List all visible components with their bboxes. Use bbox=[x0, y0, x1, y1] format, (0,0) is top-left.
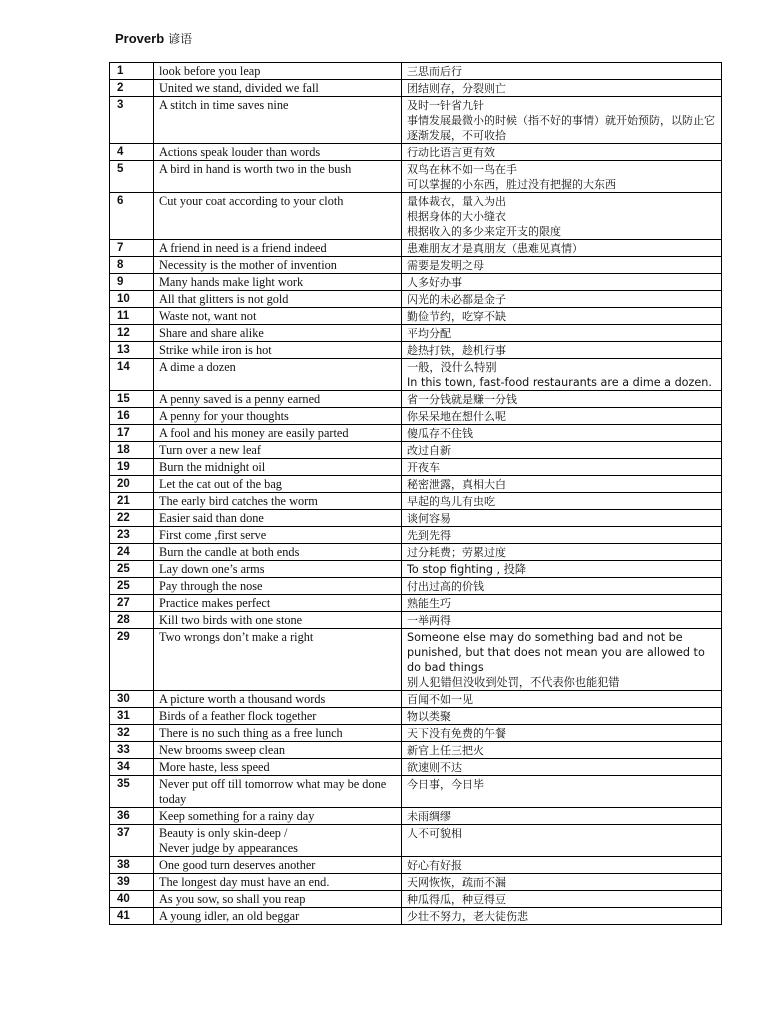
proverb-english: Practice makes perfect bbox=[154, 595, 402, 612]
proverb-chinese: 团结则存，分裂则亡 bbox=[402, 80, 722, 97]
proverb-english: Let the cat out of the bag bbox=[154, 476, 402, 493]
proverb-table-body bbox=[110, 63, 722, 925]
proverb-table bbox=[109, 62, 722, 925]
proverb-chinese: 少壮不努力，老大徒伤悲 bbox=[402, 908, 722, 925]
row-number: 28 bbox=[110, 612, 154, 629]
table-row bbox=[110, 891, 722, 908]
proverb-english: Turn over a new leaf bbox=[154, 442, 402, 459]
row-number: 27 bbox=[110, 595, 154, 612]
table-row bbox=[110, 274, 722, 291]
proverb-chinese: 付出过高的价钱 bbox=[402, 578, 722, 595]
row-number: 30 bbox=[110, 691, 154, 708]
table-row bbox=[110, 908, 722, 925]
row-number: 2 bbox=[110, 80, 154, 97]
table-row bbox=[110, 776, 722, 808]
proverb-english: Pay through the nose bbox=[154, 578, 402, 595]
proverb-english: All that glitters is not gold bbox=[154, 291, 402, 308]
table-row bbox=[110, 708, 722, 725]
proverb-english: look before you leap bbox=[154, 63, 402, 80]
proverb-chinese: 先到先得 bbox=[402, 527, 722, 544]
proverb-english: A friend in need is a friend indeed bbox=[154, 240, 402, 257]
row-number: 14 bbox=[110, 359, 154, 391]
table-row bbox=[110, 612, 722, 629]
table-row bbox=[110, 291, 722, 308]
proverb-english: Lay down one’s arms bbox=[154, 561, 402, 578]
proverb-english: The longest day must have an end. bbox=[154, 874, 402, 891]
row-number: 8 bbox=[110, 257, 154, 274]
proverb-english: The early bird catches the worm bbox=[154, 493, 402, 510]
table-row bbox=[110, 759, 722, 776]
proverb-chinese: 需要是发明之母 bbox=[402, 257, 722, 274]
row-number: 25 bbox=[110, 578, 154, 595]
row-number: 17 bbox=[110, 425, 154, 442]
table-row bbox=[110, 493, 722, 510]
proverb-english: There is no such thing as a free lunch bbox=[154, 725, 402, 742]
table-row bbox=[110, 595, 722, 612]
table-row bbox=[110, 80, 722, 97]
proverb-english: Waste not, want not bbox=[154, 308, 402, 325]
row-number: 32 bbox=[110, 725, 154, 742]
proverb-english: Two wrongs don’t make a right bbox=[154, 629, 402, 691]
table-row bbox=[110, 857, 722, 874]
table-row bbox=[110, 510, 722, 527]
proverb-english: Many hands make light work bbox=[154, 274, 402, 291]
row-number: 18 bbox=[110, 442, 154, 459]
row-number: 6 bbox=[110, 193, 154, 240]
row-number: 4 bbox=[110, 144, 154, 161]
row-number: 23 bbox=[110, 527, 154, 544]
table-row bbox=[110, 359, 722, 391]
table-row bbox=[110, 578, 722, 595]
proverb-english: Actions speak louder than words bbox=[154, 144, 402, 161]
proverb-chinese: 勤俭节约，吃穿不缺 bbox=[402, 308, 722, 325]
table-row bbox=[110, 725, 722, 742]
row-number: 10 bbox=[110, 291, 154, 308]
row-number: 20 bbox=[110, 476, 154, 493]
row-number: 25 bbox=[110, 561, 154, 578]
row-number: 15 bbox=[110, 391, 154, 408]
table-row bbox=[110, 629, 722, 691]
proverb-english: A penny saved is a penny earned bbox=[154, 391, 402, 408]
proverb-english: A stitch in time saves nine bbox=[154, 97, 402, 144]
table-row bbox=[110, 442, 722, 459]
row-number: 16 bbox=[110, 408, 154, 425]
proverb-chinese: To stop fighting , 投降 bbox=[402, 561, 722, 578]
table-row bbox=[110, 425, 722, 442]
proverb-english: First come ,first serve bbox=[154, 527, 402, 544]
proverb-chinese: 早起的鸟儿有虫吃 bbox=[402, 493, 722, 510]
proverb-english: Cut your coat according to your cloth bbox=[154, 193, 402, 240]
proverb-chinese: 好心有好报 bbox=[402, 857, 722, 874]
proverb-chinese: 及时一针省九针 事情发展最微小的时候（指不好的事情）就开始预防，以防止它逐渐发展，不可收拾 bbox=[402, 97, 722, 144]
table-row bbox=[110, 240, 722, 257]
proverb-chinese: 欲速则不达 bbox=[402, 759, 722, 776]
table-row bbox=[110, 476, 722, 493]
proverb-chinese: 未雨绸缪 bbox=[402, 808, 722, 825]
proverb-chinese: 人多好办事 bbox=[402, 274, 722, 291]
proverb-english: Birds of a feather flock together bbox=[154, 708, 402, 725]
table-row bbox=[110, 97, 722, 144]
row-number: 34 bbox=[110, 759, 154, 776]
proverb-english: Necessity is the mother of invention bbox=[154, 257, 402, 274]
row-number: 19 bbox=[110, 459, 154, 476]
table-row bbox=[110, 257, 722, 274]
table-row bbox=[110, 391, 722, 408]
row-number: 7 bbox=[110, 240, 154, 257]
proverb-english: Keep something for a rainy day bbox=[154, 808, 402, 825]
row-number: 11 bbox=[110, 308, 154, 325]
proverb-chinese: 患难朋友才是真朋友（患难见真情） bbox=[402, 240, 722, 257]
proverb-english: Easier said than done bbox=[154, 510, 402, 527]
table-row bbox=[110, 691, 722, 708]
proverb-chinese: 今日事，今日毕 bbox=[402, 776, 722, 808]
table-row bbox=[110, 527, 722, 544]
proverb-english: Strike while iron is hot bbox=[154, 342, 402, 359]
proverb-chinese: 闪光的未必都是金子 bbox=[402, 291, 722, 308]
row-number: 29 bbox=[110, 629, 154, 691]
table-row bbox=[110, 808, 722, 825]
row-number: 31 bbox=[110, 708, 154, 725]
table-row bbox=[110, 561, 722, 578]
proverb-english: More haste, less speed bbox=[154, 759, 402, 776]
row-number: 39 bbox=[110, 874, 154, 891]
proverb-chinese: 一般，没什么特别 In this town, fast-food restaurants are a dime a dozen. bbox=[402, 359, 722, 391]
proverb-chinese: 过分耗费；劳累过度 bbox=[402, 544, 722, 561]
row-number: 1 bbox=[110, 63, 154, 80]
proverb-chinese: 种瓜得瓜，种豆得豆 bbox=[402, 891, 722, 908]
proverb-chinese: 双鸟在林不如一鸟在手 可以掌握的小东西，胜过没有把握的大东西 bbox=[402, 161, 722, 193]
proverb-chinese: 开夜车 bbox=[402, 459, 722, 476]
proverb-english: A dime a dozen bbox=[154, 359, 402, 391]
proverb-chinese: 行动比语言更有效 bbox=[402, 144, 722, 161]
proverb-chinese: 量体裁衣，量入为出 根据身体的大小缝衣 根据收入的多少来定开支的限度 bbox=[402, 193, 722, 240]
row-number: 13 bbox=[110, 342, 154, 359]
row-number: 3 bbox=[110, 97, 154, 144]
row-number: 35 bbox=[110, 776, 154, 808]
proverb-english: Beauty is only skin-deep / Never judge by appearances bbox=[154, 825, 402, 857]
proverb-chinese: 天下没有免费的午餐 bbox=[402, 725, 722, 742]
table-row bbox=[110, 544, 722, 561]
proverb-chinese: 人不可貌相 bbox=[402, 825, 722, 857]
title-zh: 谚语 bbox=[168, 32, 193, 46]
table-row bbox=[110, 742, 722, 759]
proverb-chinese: 新官上任三把火 bbox=[402, 742, 722, 759]
proverb-chinese: 省一分钱就是赚一分钱 bbox=[402, 391, 722, 408]
row-number: 33 bbox=[110, 742, 154, 759]
row-number: 9 bbox=[110, 274, 154, 291]
table-row bbox=[110, 308, 722, 325]
proverb-chinese: 改过自新 bbox=[402, 442, 722, 459]
row-number: 24 bbox=[110, 544, 154, 561]
proverb-english: A bird in hand is worth two in the bush bbox=[154, 161, 402, 193]
proverb-chinese: 秘密泄露，真相大白 bbox=[402, 476, 722, 493]
proverb-english: A young idler, an old beggar bbox=[154, 908, 402, 925]
table-row bbox=[110, 825, 722, 857]
proverb-chinese: 天网恢恢，疏而不漏 bbox=[402, 874, 722, 891]
row-number: 5 bbox=[110, 161, 154, 193]
proverb-english: A fool and his money are easily parted bbox=[154, 425, 402, 442]
table-row bbox=[110, 342, 722, 359]
proverb-english: Burn the midnight oil bbox=[154, 459, 402, 476]
proverb-chinese: 三思而后行 bbox=[402, 63, 722, 80]
proverb-english: New brooms sweep clean bbox=[154, 742, 402, 759]
proverb-chinese: 你呆呆地在想什么呢 bbox=[402, 408, 722, 425]
proverb-english: One good turn deserves another bbox=[154, 857, 402, 874]
page-title bbox=[115, 30, 192, 47]
table-row bbox=[110, 874, 722, 891]
table-row bbox=[110, 144, 722, 161]
proverb-chinese: 谈何容易 bbox=[402, 510, 722, 527]
proverb-chinese: 平均分配 bbox=[402, 325, 722, 342]
proverb-chinese: 物以类聚 bbox=[402, 708, 722, 725]
title-en: Proverb bbox=[115, 31, 165, 46]
table-row bbox=[110, 408, 722, 425]
row-number: 38 bbox=[110, 857, 154, 874]
proverb-english: A picture worth a thousand words bbox=[154, 691, 402, 708]
table-row bbox=[110, 161, 722, 193]
table-row bbox=[110, 325, 722, 342]
proverb-english: A penny for your thoughts bbox=[154, 408, 402, 425]
proverb-english: Burn the candle at both ends bbox=[154, 544, 402, 561]
proverb-english: Share and share alike bbox=[154, 325, 402, 342]
table-row bbox=[110, 193, 722, 240]
table-row bbox=[110, 459, 722, 476]
table-row bbox=[110, 63, 722, 80]
proverb-english: As you sow, so shall you reap bbox=[154, 891, 402, 908]
proverb-english: Kill two birds with one stone bbox=[154, 612, 402, 629]
proverb-english: United we stand, divided we fall bbox=[154, 80, 402, 97]
row-number: 12 bbox=[110, 325, 154, 342]
row-number: 37 bbox=[110, 825, 154, 857]
row-number: 40 bbox=[110, 891, 154, 908]
row-number: 21 bbox=[110, 493, 154, 510]
proverb-chinese: 傻瓜存不住钱 bbox=[402, 425, 722, 442]
proverb-chinese: 趁热打铁，趁机行事 bbox=[402, 342, 722, 359]
row-number: 36 bbox=[110, 808, 154, 825]
proverb-chinese: 熟能生巧 bbox=[402, 595, 722, 612]
proverb-chinese: 百闻不如一见 bbox=[402, 691, 722, 708]
proverb-chinese: 一举两得 bbox=[402, 612, 722, 629]
proverb-chinese: Someone else may do something bad and not be punished, but that does not mean you are allowed to do bad things 别人犯错但没收到处罚，不代表你也能犯错 bbox=[402, 629, 722, 691]
row-number: 22 bbox=[110, 510, 154, 527]
row-number: 41 bbox=[110, 908, 154, 925]
proverb-english: Never put off till tomorrow what may be done today bbox=[154, 776, 402, 808]
